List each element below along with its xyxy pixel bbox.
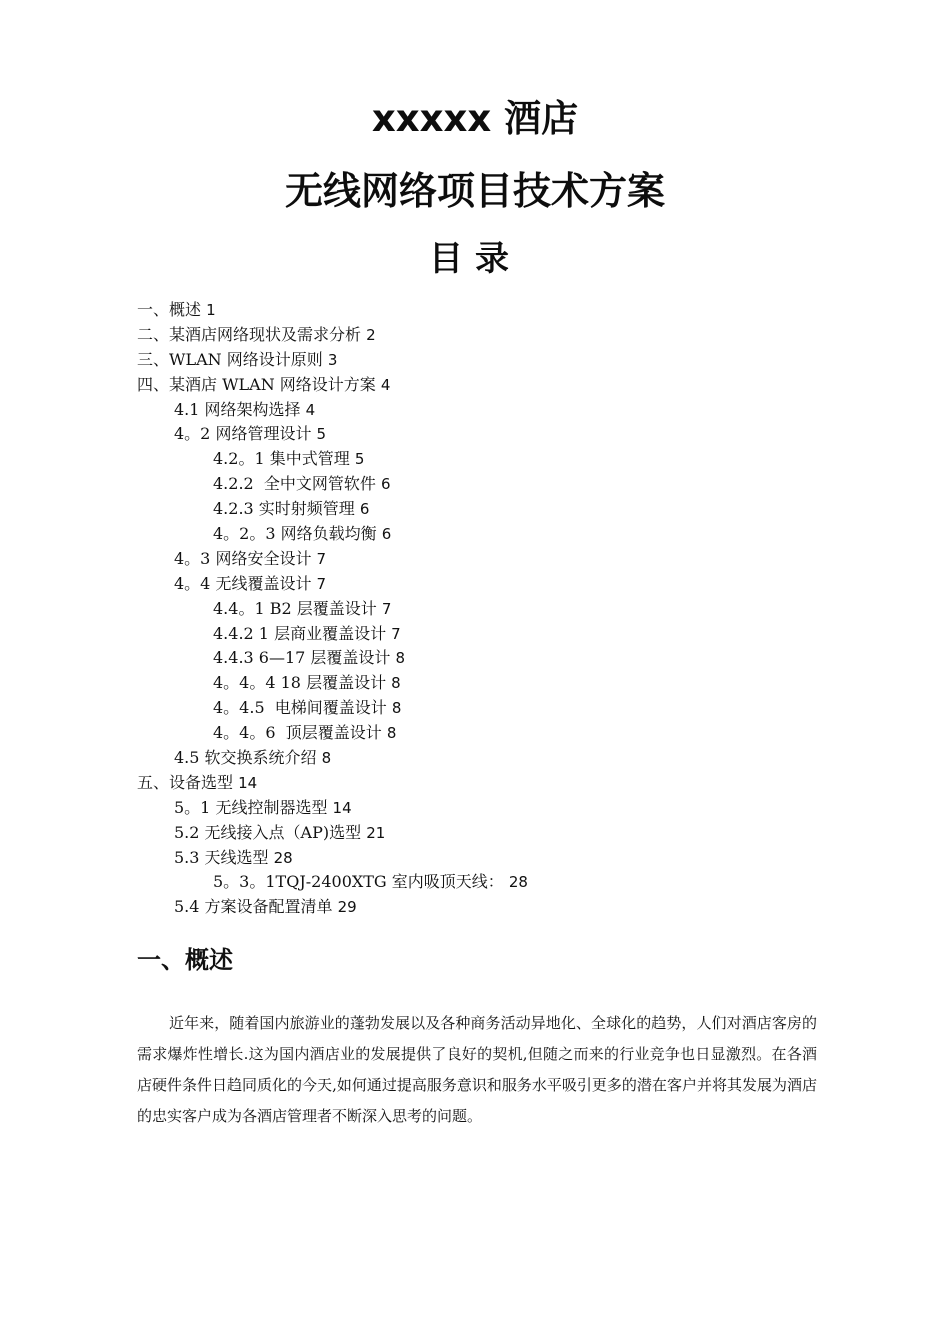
document-title-project: 无线网络项目技术方案 <box>284 169 665 213</box>
toc-entry-title: 四、某酒店 WLAN 网络设计方案 <box>137 374 381 394</box>
toc-entry[interactable] <box>137 398 857 423</box>
toc-entry-page-number: 29 <box>337 898 357 917</box>
table-of-contents <box>137 298 857 920</box>
toc-entry[interactable] <box>137 721 857 746</box>
toc-entry-title: 4。4。6 顶层覆盖设计 <box>213 723 387 743</box>
toc-entry-page-number: 4 <box>305 400 316 419</box>
toc-entry[interactable] <box>137 547 857 572</box>
toc-entry[interactable] <box>137 298 857 323</box>
section-heading: 一、概述 <box>137 946 233 974</box>
toc-entry-page-number: 5 <box>354 450 365 469</box>
toc-entry[interactable] <box>137 472 857 497</box>
toc-entry-title: 4.2.3 实时射频管理 <box>213 499 360 519</box>
toc-entry[interactable] <box>137 771 857 796</box>
toc-entry[interactable] <box>137 646 857 671</box>
toc-entry-page-number: 6 <box>359 500 370 519</box>
toc-entry-title: 4.4.3 6—17 层覆盖设计 <box>213 648 396 668</box>
toc-entry-page-number: 28 <box>508 873 528 892</box>
toc-entry[interactable] <box>137 572 857 597</box>
toc-entry-page-number: 6 <box>381 525 392 544</box>
toc-entry-page-number: 14 <box>238 773 258 792</box>
toc-entry[interactable] <box>137 323 857 348</box>
toc-entry-title: 三、WLAN 网络设计原则 <box>137 349 328 369</box>
toc-entry-page-number: 4 <box>380 375 391 394</box>
toc-entry-page-number: 28 <box>273 848 293 867</box>
toc-entry-title: 4。2 网络管理设计 <box>174 424 317 444</box>
toc-entry-title: 5.3 天线选型 <box>174 847 274 867</box>
toc-entry-title: 4。4.5 电梯间覆盖设计 <box>213 698 392 718</box>
toc-entry-title: 4.1 网络架构选择 <box>174 399 306 419</box>
toc-entry-title: 4。3 网络安全设计 <box>174 548 317 568</box>
toc-entry-page-number: 8 <box>386 724 397 743</box>
toc-entry-page-number: 2 <box>366 325 376 344</box>
toc-entry[interactable] <box>137 821 857 846</box>
section-paragraph: 近年来，随着国内旅游业的蓬勃发展以及各种商务活动异地化、全球化的趋势，人们对酒店客房的需求爆炸性增长.这为国内酒店业的发展提供了良好的契机,但随之而来的行业竞争也日显激烈。在各酒店硬件条件日趋同质化的今天,如何通过提高服务意识和服务水平吸引更多的潜在客户并将其发展为酒店的忠实客户成为各酒店管理者不断深入思考的问题。 <box>137 1014 817 1125</box>
toc-entry-title: 4.5 软交换系统介绍 <box>174 748 322 768</box>
toc-entry[interactable] <box>137 870 857 895</box>
toc-entry-page-number: 3 <box>327 350 338 369</box>
toc-entry[interactable] <box>137 447 857 472</box>
toc-entry-title: 5.2 无线接入点（AP)选型 <box>174 822 367 842</box>
toc-entry-title: 4.2。1 集中式管理 <box>213 449 355 469</box>
toc-entry-title: 5.4 方案设备配置清单 <box>174 897 338 917</box>
toc-entry-page-number: 21 <box>366 823 386 842</box>
toc-entry-title: 4。4 无线覆盖设计 <box>174 573 317 593</box>
toc-entry[interactable] <box>137 597 857 622</box>
toc-entry-title: 5。3。1TQJ-2400XTG 室内吸顶天线： <box>213 872 509 892</box>
toc-entry[interactable] <box>137 696 857 721</box>
toc-entry[interactable] <box>137 796 857 821</box>
toc-entry-page-number: 7 <box>316 574 327 593</box>
document-title-hotel: xxxxx 酒店 <box>371 97 579 140</box>
toc-entry[interactable] <box>137 846 857 871</box>
toc-entry[interactable] <box>137 671 857 696</box>
toc-entry[interactable] <box>137 422 857 447</box>
toc-entry-page-number: 7 <box>391 624 401 643</box>
toc-entry-page-number: 5 <box>316 425 327 444</box>
toc-entry-page-number: 7 <box>381 599 392 618</box>
toc-entry-title: 4.2.2 全中文网管软件 <box>213 474 381 494</box>
toc-entry-page-number: 6 <box>380 475 391 494</box>
toc-entry-title: 一、概述 <box>137 300 207 319</box>
toc-entry-page-number: 8 <box>391 674 401 693</box>
toc-entry-page-number: 14 <box>332 798 352 817</box>
toc-entry[interactable] <box>137 746 857 771</box>
toc-entry-title: 4。2。3 网络负载均衡 <box>213 524 382 544</box>
toc-entry[interactable] <box>137 522 857 547</box>
toc-entry-page-number: 8 <box>395 649 406 668</box>
toc-entry[interactable] <box>137 373 857 398</box>
toc-entry-title: 5。1 无线控制器选型 <box>174 797 333 817</box>
toc-heading: 目录 <box>429 239 521 279</box>
toc-entry[interactable] <box>137 622 857 647</box>
toc-entry[interactable] <box>137 497 857 522</box>
toc-entry-title: 4.4.2 1 层商业覆盖设计 <box>213 623 392 643</box>
toc-entry-page-number: 7 <box>316 549 327 568</box>
toc-entry-title: 五、设备选型 <box>137 772 239 792</box>
toc-entry[interactable] <box>137 895 857 920</box>
toc-entry-page-number: 1 <box>206 301 216 319</box>
toc-entry-title: 4。4。4 18 层覆盖设计 <box>213 673 392 693</box>
toc-entry-title: 4.4。1 B2 层覆盖设计 <box>213 598 382 618</box>
toc-entry-page-number: 8 <box>391 699 402 718</box>
toc-entry-title: 二、某酒店网络现状及需求分析 <box>137 324 367 344</box>
toc-entry[interactable] <box>137 348 857 373</box>
toc-entry-page-number: 8 <box>321 749 332 768</box>
